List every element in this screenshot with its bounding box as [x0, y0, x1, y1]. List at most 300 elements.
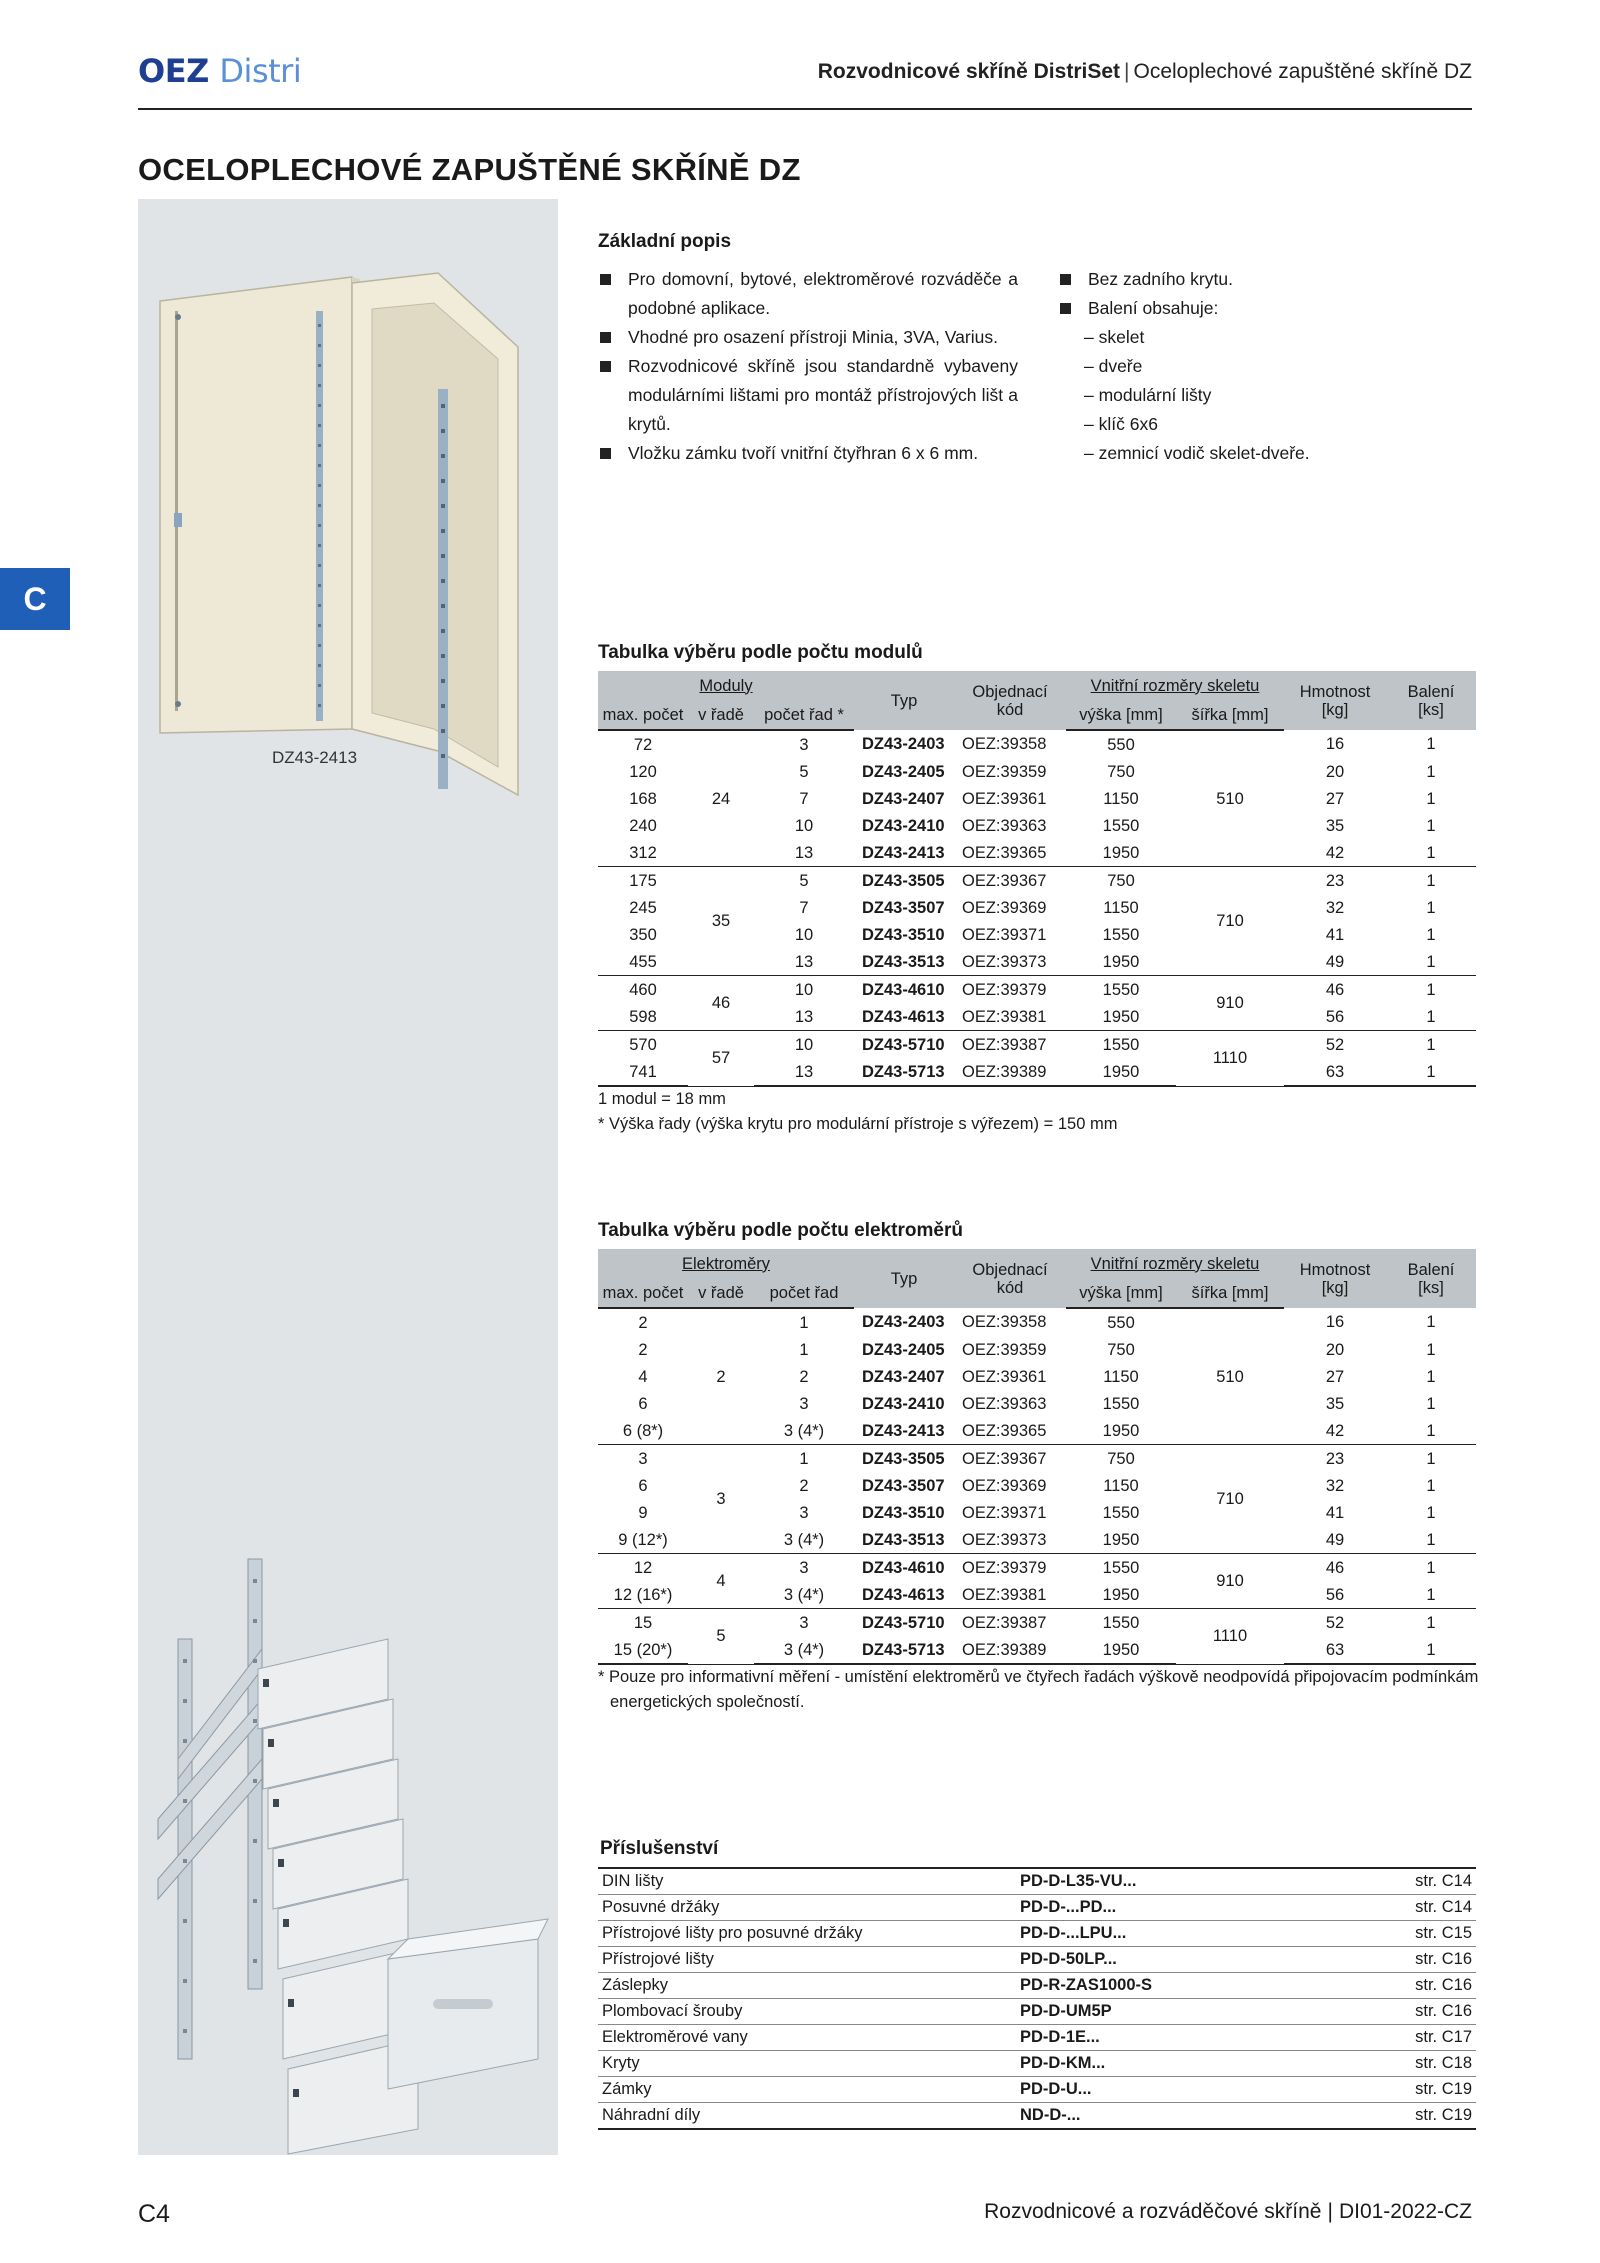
- modules-notes: [598, 1087, 1117, 1137]
- package-item: – skelet: [1084, 327, 1145, 347]
- accessory-name: Posuvné držáky: [598, 1895, 1016, 1921]
- col-group-modules: Moduly: [598, 671, 854, 700]
- section-tab-c: C: [0, 568, 70, 630]
- cell-weight: 42: [1325, 843, 1345, 862]
- accessory-page: str. C17: [1356, 2025, 1476, 2051]
- accessory-name: Kryty: [598, 2051, 1016, 2077]
- cell-height: 1150: [1103, 898, 1139, 917]
- col-row: v řadě: [688, 1278, 754, 1308]
- header-rule: [138, 108, 1472, 110]
- accessory-page: str. C16: [1356, 1947, 1476, 1973]
- description-heading: Základní popis: [598, 231, 732, 252]
- table-row: [598, 976, 1476, 1004]
- cell-type: DZ43-2410: [862, 1394, 945, 1413]
- description-item: Pro domovní, bytové, elektroměrové rozváděče a podobné aplikace.: [598, 265, 1018, 323]
- accessory-row: [598, 2103, 1476, 2130]
- cell-weight: 56: [1325, 1007, 1345, 1026]
- cell-code: OEZ:39371: [962, 1503, 1047, 1522]
- col-height: výška [mm]: [1066, 1278, 1176, 1308]
- cell-code: OEZ:39367: [954, 867, 1066, 895]
- cell-code: OEZ:39358: [962, 1313, 1047, 1331]
- cell-pack: 1: [1426, 1367, 1436, 1386]
- cell-type: DZ43-3510: [862, 925, 945, 944]
- cell-weight: 23: [1284, 1445, 1386, 1473]
- cell-weight: 20: [1325, 1340, 1345, 1359]
- cell-weight: 32: [1325, 1476, 1345, 1495]
- meters-notes: [598, 1665, 1478, 1715]
- cell-max: 9: [638, 1503, 648, 1522]
- cell-pack: 1: [1386, 1031, 1476, 1059]
- cell-weight: 42: [1325, 1421, 1345, 1440]
- cell-pack: 1: [1426, 789, 1436, 808]
- table-row: [598, 1445, 1476, 1473]
- cell-weight: 52: [1284, 1609, 1386, 1637]
- cell-max: 72: [633, 735, 653, 754]
- cell-pack: 1: [1426, 816, 1436, 835]
- modules-table-caption: Tabulka výběru podle počtu modulů: [598, 642, 923, 663]
- cell-row: 46: [688, 976, 754, 1031]
- col-width: šířka [mm]: [1176, 1278, 1284, 1308]
- cell-type: DZ43-5713: [854, 1058, 954, 1086]
- cell-code: OEZ:39389: [954, 1636, 1066, 1664]
- table-row: [598, 1609, 1476, 1637]
- accessory-name: DIN lišty: [598, 1868, 1016, 1895]
- cell-pack: 1: [1426, 762, 1436, 781]
- cell-weight: 46: [1284, 976, 1386, 1004]
- description-item: Balení obsahuje:: [1058, 294, 1358, 323]
- col-group-dims: Vnitřní rozměry skeletu: [1066, 671, 1284, 700]
- package-item: – klíč 6x6: [1084, 414, 1158, 434]
- cell-type: DZ43-4613: [862, 1007, 945, 1026]
- cell-weight: 23: [1284, 867, 1386, 895]
- cell-pack: 1: [1426, 925, 1436, 944]
- accessory-name: Záslepky: [598, 1973, 1016, 1999]
- col-count: počet řad: [754, 1278, 854, 1308]
- cell-code: OEZ:39369: [962, 1476, 1047, 1495]
- product-illustration: [138, 199, 558, 2155]
- cell-weight: 20: [1325, 762, 1345, 781]
- accessory-page: str. C14: [1356, 1868, 1476, 1895]
- cell-pack: 1: [1426, 1313, 1436, 1331]
- cell-max: 9 (12*): [618, 1530, 668, 1549]
- cell-code: OEZ:39379: [954, 1554, 1066, 1582]
- col-row: v řadě: [688, 700, 754, 730]
- accessory-row: [598, 1947, 1476, 1973]
- enclosure-frame-illustration: [352, 273, 518, 795]
- cell-weight: 27: [1325, 1367, 1345, 1386]
- cell-row: 3: [688, 1445, 754, 1554]
- package-item: – modulární lišty: [1084, 385, 1212, 405]
- cell-count: 13: [754, 1058, 854, 1086]
- table-row: [598, 1308, 1476, 1336]
- cell-height: 1150: [1103, 1367, 1139, 1386]
- cell-max: 4: [638, 1367, 648, 1386]
- cell-height: 1550: [1066, 976, 1176, 1004]
- cell-weight: 63: [1284, 1636, 1386, 1664]
- image-label: DZ43-2413: [272, 748, 358, 767]
- cell-pack: 1: [1386, 1636, 1476, 1664]
- cell-count: 10: [794, 925, 814, 944]
- cell-count: 10: [754, 1031, 854, 1059]
- accessory-name: Elektroměrové vany: [598, 2025, 1016, 2051]
- cell-code: OEZ:39363: [962, 1394, 1047, 1413]
- accessory-page: str. C15: [1356, 1921, 1476, 1947]
- accessories-table-body: [598, 1868, 1476, 2129]
- col-type: Typ: [854, 1249, 954, 1308]
- cell-height: 1550: [1102, 1394, 1140, 1413]
- cell-weight: 56: [1325, 1585, 1345, 1604]
- accessory-row: [598, 1895, 1476, 1921]
- cell-type: DZ43-5713: [854, 1636, 954, 1664]
- cell-count: 10: [754, 976, 854, 1004]
- cell-pack: 1: [1426, 1007, 1436, 1026]
- cell-count: 3 (4*): [783, 1530, 825, 1549]
- cell-max: 6: [638, 1394, 648, 1413]
- accessory-page: str. C14: [1356, 1895, 1476, 1921]
- table-row: [598, 730, 1476, 758]
- cell-max: 350: [629, 925, 657, 944]
- cell-max: 455: [629, 952, 657, 971]
- accessory-page: str. C16: [1356, 1973, 1476, 1999]
- table-row: [598, 1554, 1476, 1582]
- note: * Pouze pro informativní měření - umístění elektroměrů ve čtyřech řadách výškově neodpovídá připojovacím podmínkám: [598, 1668, 1479, 1686]
- package-item: – dveře: [1084, 356, 1143, 376]
- cell-weight: 46: [1284, 1554, 1386, 1582]
- cell-pack: 1: [1426, 1394, 1436, 1413]
- cell-count: 1: [799, 1313, 809, 1332]
- cell-height: 1550: [1066, 1031, 1176, 1059]
- cell-weight: 41: [1325, 1503, 1345, 1522]
- cell-width: 510: [1176, 730, 1284, 867]
- description-item: Bez zadního krytu.: [1058, 265, 1358, 294]
- description-list-2: [1058, 265, 1358, 468]
- cell-max: 741: [598, 1058, 688, 1086]
- cell-max: 570: [598, 1031, 688, 1059]
- accessory-code: PD-R-ZAS1000-S: [1016, 1973, 1356, 1999]
- cell-row: 57: [688, 1031, 754, 1087]
- accessory-page: str. C19: [1356, 2103, 1476, 2130]
- cell-height: 1550: [1066, 1609, 1176, 1637]
- cell-row: 2: [688, 1308, 754, 1445]
- accessory-row: [598, 1973, 1476, 1999]
- package-list: [1058, 323, 1358, 468]
- cell-pack: 1: [1386, 1058, 1476, 1086]
- header-breadcrumb: [818, 60, 1472, 84]
- col-code: Objednací kód: [954, 1249, 1066, 1308]
- accessory-code: PD-D-...PD...: [1016, 1895, 1356, 1921]
- accessory-row: [598, 1999, 1476, 2025]
- footer-separator: |: [1327, 2200, 1333, 2223]
- accessory-name: Přístrojové lišty pro posuvné držáky: [598, 1921, 1016, 1947]
- cell-height: 550: [1107, 735, 1135, 754]
- cell-pack: 1: [1426, 735, 1436, 753]
- cell-max: 598: [629, 1007, 657, 1026]
- cell-type: DZ43-3507: [862, 1476, 945, 1495]
- cell-row: 24: [688, 730, 754, 867]
- cell-count: 2: [799, 1476, 809, 1495]
- table-row: [598, 867, 1476, 895]
- accessory-row: [598, 2025, 1476, 2051]
- cell-type: DZ43-3510: [862, 1503, 945, 1522]
- accessory-page: str. C16: [1356, 1999, 1476, 2025]
- cell-count: 13: [794, 952, 814, 971]
- description-item: Rozvodnicové skříně jsou standardně vybaveny modulárními lištami pro montáž přístrojových lišt a krytů.: [598, 352, 1018, 439]
- accessory-row: [598, 1868, 1476, 1895]
- logo-secondary: Distri: [219, 52, 302, 90]
- cell-code: OEZ:39358: [962, 735, 1047, 753]
- accessory-code: PD-D-L35-VU...: [1016, 1868, 1356, 1895]
- col-max: max. počet: [598, 700, 688, 730]
- cell-type: DZ43-2413: [862, 1421, 945, 1440]
- cell-type: DZ43-3505: [854, 1445, 954, 1473]
- cell-count: 3 (4*): [783, 1585, 825, 1604]
- cell-type: DZ43-2413: [862, 843, 945, 862]
- cell-code: OEZ:39373: [962, 1530, 1047, 1549]
- cell-type: DZ43-2410: [862, 816, 945, 835]
- accessory-code: PD-D-...LPU...: [1016, 1921, 1356, 1947]
- cell-pack: 1: [1386, 867, 1476, 895]
- cell-type: DZ43-3505: [854, 867, 954, 895]
- cell-height: 750: [1066, 1445, 1176, 1473]
- cell-code: OEZ:39379: [954, 976, 1066, 1004]
- cell-count: 3: [799, 735, 809, 754]
- cell-height: 1950: [1066, 1636, 1176, 1664]
- col-group-dims: Vnitřní rozměry skeletu: [1066, 1249, 1284, 1278]
- cell-type: DZ43-2407: [862, 789, 945, 808]
- cell-height: 750: [1066, 867, 1176, 895]
- meters-table-caption: Tabulka výběru podle počtu elektroměrů: [598, 1220, 963, 1241]
- cell-type: DZ43-3513: [862, 1530, 945, 1549]
- cell-code: OEZ:39371: [962, 925, 1047, 944]
- accessory-name: Zámky: [598, 2077, 1016, 2103]
- cell-count: 1: [799, 1340, 809, 1359]
- cell-code: OEZ:39381: [962, 1007, 1047, 1026]
- cell-count: 3 (4*): [783, 1421, 825, 1440]
- cell-count: 7: [799, 898, 809, 917]
- col-count: počet řad *: [754, 700, 854, 730]
- cell-pack: 1: [1426, 1585, 1436, 1604]
- cell-height: 1950: [1102, 1007, 1140, 1026]
- cell-max: 12 (16*): [613, 1585, 673, 1604]
- cell-code: OEZ:39359: [962, 762, 1047, 781]
- cell-max: 120: [629, 762, 657, 781]
- cell-height: 1950: [1066, 1058, 1176, 1086]
- cell-weight: 49: [1325, 952, 1345, 971]
- accessories-heading: Příslušenství: [600, 1838, 719, 1859]
- cell-height: 1950: [1102, 843, 1140, 862]
- cell-pack: 1: [1386, 976, 1476, 1004]
- col-group-meters: Elektroměry: [598, 1249, 854, 1278]
- cell-count: 7: [799, 789, 809, 808]
- accessory-name: Plombovací šrouby: [598, 1999, 1016, 2025]
- cell-width: 1110: [1176, 1031, 1284, 1087]
- cell-max: 460: [598, 976, 688, 1004]
- cell-type: DZ43-4613: [862, 1585, 945, 1604]
- col-height: výška [mm]: [1066, 700, 1176, 730]
- cell-code: OEZ:39369: [962, 898, 1047, 917]
- cell-weight: 49: [1325, 1530, 1345, 1549]
- accessory-code: PD-D-50LP...: [1016, 1947, 1356, 1973]
- modules-table-body: [598, 730, 1476, 1086]
- accessories-table: [598, 1867, 1476, 2130]
- cell-max: 175: [598, 867, 688, 895]
- cell-max: 2: [638, 1313, 648, 1332]
- cell-pack: 1: [1386, 1445, 1476, 1473]
- cell-pack: 1: [1426, 1340, 1436, 1359]
- cell-count: 13: [794, 843, 814, 862]
- cell-row: 5: [688, 1609, 754, 1665]
- accessory-name: Přístrojové lišty: [598, 1947, 1016, 1973]
- cell-max: 245: [629, 898, 657, 917]
- note: * Výška řady (výška krytu pro modulární přístroje s výřezem) = 150 mm: [598, 1115, 1118, 1133]
- breadcrumb-sub: Oceloplechové zapuštěné skříně DZ: [1133, 60, 1472, 83]
- cell-width: 510: [1176, 1308, 1284, 1445]
- cell-height: 1950: [1102, 952, 1140, 971]
- cell-count: 10: [794, 816, 814, 835]
- meter-tray-illustration: [388, 1919, 548, 2089]
- cell-type: DZ43-2405: [862, 762, 945, 781]
- cell-code: OEZ:39373: [962, 952, 1047, 971]
- cell-pack: 1: [1426, 1503, 1436, 1522]
- accessory-code: PD-D-UM5P: [1016, 1999, 1356, 2025]
- meters-table-body: [598, 1308, 1476, 1664]
- cell-code: OEZ:39361: [962, 1367, 1047, 1386]
- footer-doc-title: Rozvodnicové a rozváděčové skříně: [984, 2200, 1322, 2223]
- cell-height: 1550: [1102, 816, 1140, 835]
- cell-weight: 63: [1284, 1058, 1386, 1086]
- cell-count: 3 (4*): [754, 1636, 854, 1664]
- footer-doc-code: DI01-2022-CZ: [1338, 2200, 1472, 2223]
- cell-type: DZ43-3513: [862, 952, 945, 971]
- cell-height: 1950: [1102, 1585, 1140, 1604]
- col-code: Objednací kód: [954, 671, 1066, 730]
- footer-doc: [984, 2200, 1472, 2224]
- cell-max: 2: [638, 1340, 648, 1359]
- cell-max: 6: [638, 1476, 648, 1495]
- col-max: max. počet: [598, 1278, 688, 1308]
- breadcrumb-separator: |: [1124, 60, 1130, 83]
- cell-pack: 1: [1426, 1421, 1436, 1440]
- col-pack: Balení [ks]: [1386, 671, 1476, 730]
- cell-type: DZ43-5710: [854, 1031, 954, 1059]
- cell-type: DZ43-2407: [862, 1367, 945, 1386]
- cell-type: DZ43-2403: [862, 735, 945, 753]
- cell-height: 1950: [1102, 1421, 1140, 1440]
- cell-count: 13: [794, 1007, 814, 1026]
- cell-type: DZ43-2403: [862, 1313, 945, 1331]
- modular-rails-illustration: [158, 1559, 262, 2059]
- cell-weight: 52: [1284, 1031, 1386, 1059]
- accessory-row: [598, 2051, 1476, 2077]
- accessory-page: str. C18: [1356, 2051, 1476, 2077]
- cell-count: 5: [799, 762, 809, 781]
- description-item: Vhodné pro osazení přístroji Minia, 3VA, Varius.: [598, 323, 1018, 352]
- accessory-row: [598, 1921, 1476, 1947]
- cell-code: OEZ:39381: [962, 1585, 1047, 1604]
- note: energetických společností.: [610, 1693, 805, 1711]
- cell-count: 5: [754, 867, 854, 895]
- cell-height: 1150: [1103, 1476, 1139, 1495]
- cell-weight: 16: [1325, 1313, 1345, 1331]
- cell-weight: 16: [1325, 735, 1345, 753]
- cell-code: OEZ:39367: [954, 1445, 1066, 1473]
- cell-height: 1150: [1103, 789, 1139, 808]
- cell-width: 910: [1176, 1554, 1284, 1609]
- cell-max: 240: [629, 816, 657, 835]
- cell-max: 6 (8*): [622, 1421, 664, 1440]
- cell-count: 3: [754, 1554, 854, 1582]
- accessory-row: [598, 2077, 1476, 2103]
- cell-code: OEZ:39365: [962, 1421, 1047, 1440]
- cell-max: 12: [598, 1554, 688, 1582]
- cell-height: 1550: [1102, 925, 1140, 944]
- cell-pack: 1: [1426, 843, 1436, 862]
- cell-pack: 1: [1426, 952, 1436, 971]
- cell-height: 750: [1107, 1340, 1135, 1359]
- col-pack: Balení [ks]: [1386, 1249, 1476, 1308]
- table-row: [598, 1031, 1476, 1059]
- cell-weight: 27: [1325, 789, 1345, 808]
- cell-height: 1950: [1102, 1530, 1140, 1549]
- accessory-name: Náhradní díly: [598, 2103, 1016, 2130]
- cell-type: DZ43-5710: [854, 1609, 954, 1637]
- cell-weight: 35: [1325, 816, 1345, 835]
- cell-count: 2: [799, 1367, 809, 1386]
- cell-code: OEZ:39387: [954, 1609, 1066, 1637]
- cell-type: DZ43-2405: [862, 1340, 945, 1359]
- cell-height: 550: [1107, 1313, 1135, 1332]
- cell-pack: 1: [1426, 1476, 1436, 1495]
- cell-code: OEZ:39363: [962, 816, 1047, 835]
- page-number: C4: [138, 2200, 170, 2228]
- col-width: šířka [mm]: [1176, 700, 1284, 730]
- meters-table: [598, 1249, 1476, 1665]
- cell-width: 710: [1176, 867, 1284, 976]
- cell-width: 1110: [1176, 1609, 1284, 1665]
- cell-width: 910: [1176, 976, 1284, 1031]
- cell-code: OEZ:39361: [962, 789, 1047, 808]
- cell-count: 3: [799, 1394, 809, 1413]
- breadcrumb-main: Rozvodnicové skříně DistriSet: [817, 60, 1121, 83]
- cell-max: 3: [598, 1445, 688, 1473]
- modules-table: [598, 671, 1476, 1087]
- cell-code: OEZ:39389: [954, 1058, 1066, 1086]
- accessory-code: ND-D-...: [1016, 2103, 1356, 2130]
- cell-max: 15 (20*): [598, 1636, 688, 1664]
- cell-max: 168: [629, 789, 657, 808]
- logo-primary: OEZ: [138, 52, 209, 90]
- cell-count: 1: [754, 1445, 854, 1473]
- note: 1 modul = 18 mm: [598, 1090, 726, 1108]
- package-item: – zemnicí vodič skelet-dveře.: [1084, 443, 1310, 463]
- cell-code: OEZ:39359: [962, 1340, 1047, 1359]
- cell-row: 35: [688, 867, 754, 976]
- cell-max: 15: [598, 1609, 688, 1637]
- cell-weight: 35: [1325, 1394, 1345, 1413]
- cell-max: 312: [629, 843, 657, 862]
- enclosure-door-illustration: [160, 277, 360, 733]
- cell-weight: 32: [1325, 898, 1345, 917]
- cell-weight: 41: [1325, 925, 1345, 944]
- accessory-code: PD-D-1E...: [1016, 2025, 1356, 2051]
- cell-type: DZ43-3507: [862, 898, 945, 917]
- cell-count: 3: [799, 1503, 809, 1522]
- cell-width: 710: [1176, 1445, 1284, 1554]
- col-weight: Hmotnost [kg]: [1284, 671, 1386, 730]
- cell-pack: 1: [1386, 1609, 1476, 1637]
- cell-count: 3: [754, 1609, 854, 1637]
- cell-height: 750: [1107, 762, 1135, 781]
